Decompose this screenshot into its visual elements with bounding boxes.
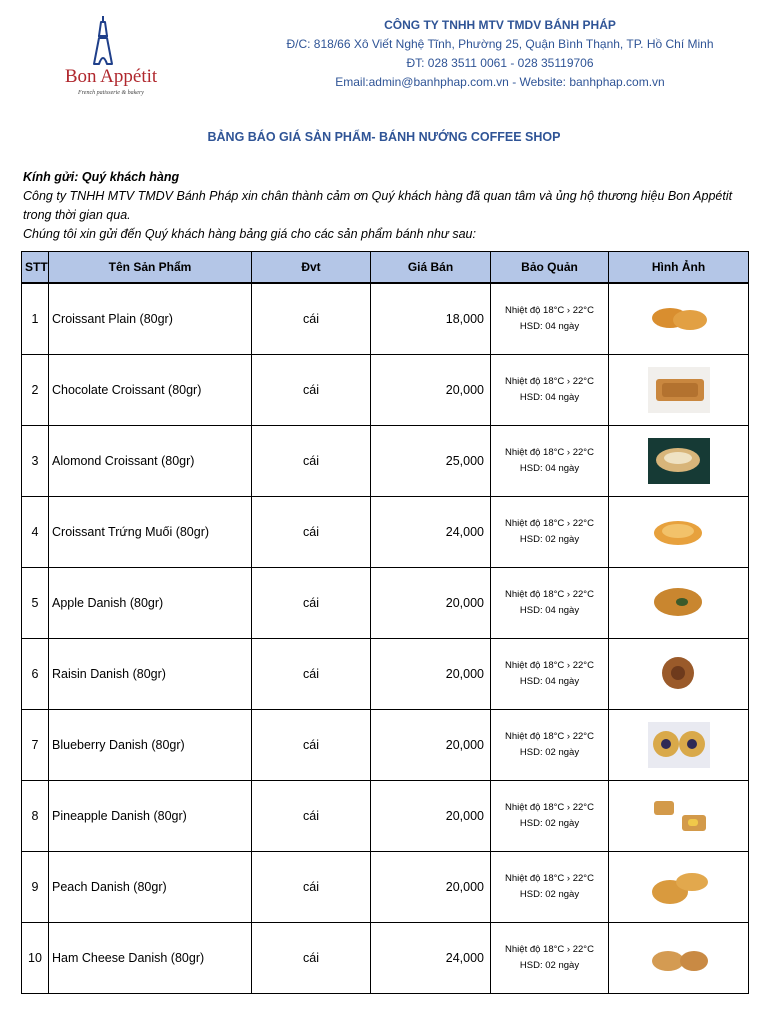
row-image-cell xyxy=(609,710,749,781)
croissant-plain-image xyxy=(648,296,710,342)
row-price: 24,000 xyxy=(371,923,491,994)
row-product-name: Croissant Plain (80gr) xyxy=(49,283,252,355)
table-row xyxy=(22,923,749,994)
row-storage xyxy=(491,639,609,710)
row-stt: 1 xyxy=(22,283,49,355)
row-price: 20,000 xyxy=(371,781,491,852)
intro-line-1: Công ty TNHH MTV TMDV Bánh Pháp xin chân thành cảm ơn Quý khách hàng đã quan tâm và ủng hộ thương hiệu Bon Appétit xyxy=(23,189,733,203)
row-unit: cái xyxy=(252,852,371,923)
row-product-name: Croissant Trứng Muối (80gr) xyxy=(49,497,252,568)
row-image-cell xyxy=(609,497,749,568)
almond-croissant-image xyxy=(648,438,710,484)
intro-text xyxy=(23,168,753,244)
header-storage: Bảo Quản xyxy=(491,252,609,284)
row-storage-temperature: Nhiệt độ 18°C › 22°C xyxy=(505,660,594,671)
company-logo xyxy=(48,14,168,104)
peach-danish-image xyxy=(648,864,710,910)
salted-egg-croissant-image xyxy=(648,509,710,555)
row-storage xyxy=(491,781,609,852)
row-stt: 8 xyxy=(22,781,49,852)
row-storage-shelf-life: HSD: 02 ngày xyxy=(519,534,580,545)
row-product-name: Raisin Danish (80gr) xyxy=(49,639,252,710)
row-storage xyxy=(491,710,609,781)
row-stt: 6 xyxy=(22,639,49,710)
greeting: Kính gửi: Quý khách hàng xyxy=(23,170,180,184)
header-stt: STT xyxy=(22,252,49,284)
row-unit: cái xyxy=(252,355,371,426)
row-image-cell xyxy=(609,639,749,710)
row-stt: 4 xyxy=(22,497,49,568)
ham-cheese-danish-image xyxy=(648,935,710,981)
row-unit: cái xyxy=(252,426,371,497)
row-storage xyxy=(491,497,609,568)
row-storage-shelf-life: HSD: 04 ngày xyxy=(519,392,580,403)
intro-line-3: Chúng tôi xin gửi đến Quý khách hàng bảng giá cho các sản phẩm bánh như sau: xyxy=(23,227,476,241)
table-row xyxy=(22,568,749,639)
row-price: 20,000 xyxy=(371,639,491,710)
apple-danish-image xyxy=(648,580,710,626)
row-product-name: Blueberry Danish (80gr) xyxy=(49,710,252,781)
table-row xyxy=(22,781,749,852)
row-unit: cái xyxy=(252,710,371,781)
row-price: 25,000 xyxy=(371,426,491,497)
row-price: 18,000 xyxy=(371,283,491,355)
table-header-row xyxy=(22,252,749,284)
table-row xyxy=(22,497,749,568)
row-unit: cái xyxy=(252,639,371,710)
eiffel-tower-icon xyxy=(88,14,118,68)
row-image-cell xyxy=(609,923,749,994)
row-storage-temperature: Nhiệt độ 18°C › 22°C xyxy=(505,873,594,884)
row-image-cell xyxy=(609,283,749,355)
row-product-name: Pineapple Danish (80gr) xyxy=(49,781,252,852)
row-storage xyxy=(491,923,609,994)
brand-tagline: French patisserie & bakery xyxy=(78,90,144,96)
row-storage xyxy=(491,852,609,923)
table-row xyxy=(22,426,749,497)
row-price: 20,000 xyxy=(371,568,491,639)
row-storage xyxy=(491,283,609,355)
row-storage-temperature: Nhiệt độ 18°C › 22°C xyxy=(505,589,594,600)
row-storage-temperature: Nhiệt độ 18°C › 22°C xyxy=(505,305,594,316)
row-storage-temperature: Nhiệt độ 18°C › 22°C xyxy=(505,447,594,458)
row-product-name: Peach Danish (80gr) xyxy=(49,852,252,923)
raisin-danish-image xyxy=(648,651,710,697)
row-price: 20,000 xyxy=(371,852,491,923)
row-unit: cái xyxy=(252,923,371,994)
row-storage-shelf-life: HSD: 04 ngày xyxy=(519,605,580,616)
row-image-cell xyxy=(609,781,749,852)
header-unit: Đvt xyxy=(252,252,371,284)
table-row xyxy=(22,639,749,710)
table-row xyxy=(22,710,749,781)
row-storage xyxy=(491,426,609,497)
row-storage-temperature: Nhiệt độ 18°C › 22°C xyxy=(505,944,594,955)
row-storage-shelf-life: HSD: 02 ngày xyxy=(519,747,580,758)
table-row xyxy=(22,852,749,923)
price-table xyxy=(21,251,749,994)
intro-line-2: trong thời gian qua. xyxy=(23,208,131,222)
row-storage xyxy=(491,355,609,426)
company-phone: ĐT: 028 3511 0061 - 028 35119706 xyxy=(406,56,594,70)
row-product-name: Alomond Croissant (80gr) xyxy=(49,426,252,497)
company-contact: Email:admin@banhphap.com.vn - Website: banhphap.com.vn xyxy=(335,75,665,89)
document-title: BẢNG BÁO GIÁ SẢN PHẨM- BÁNH NƯỚNG COFFEE SHOP xyxy=(207,130,561,144)
pineapple-danish-image xyxy=(648,793,710,839)
header-price: Giá Bán xyxy=(371,252,491,284)
header-product-name: Tên Sản Phẩm xyxy=(49,252,252,284)
row-storage-temperature: Nhiệt độ 18°C › 22°C xyxy=(505,802,594,813)
row-image-cell xyxy=(609,852,749,923)
header-image: Hình Ảnh xyxy=(609,252,749,284)
row-storage-temperature: Nhiệt độ 18°C › 22°C xyxy=(505,518,594,529)
row-storage-temperature: Nhiệt độ 18°C › 22°C xyxy=(505,731,594,742)
row-storage xyxy=(491,568,609,639)
row-image-cell xyxy=(609,426,749,497)
row-unit: cái xyxy=(252,781,371,852)
row-image-cell xyxy=(609,568,749,639)
row-storage-shelf-life: HSD: 02 ngày xyxy=(519,889,580,900)
row-storage-shelf-life: HSD: 04 ngày xyxy=(519,463,580,474)
row-product-name: Ham Cheese Danish (80gr) xyxy=(49,923,252,994)
row-stt: 2 xyxy=(22,355,49,426)
row-unit: cái xyxy=(252,283,371,355)
row-price: 20,000 xyxy=(371,710,491,781)
row-stt: 3 xyxy=(22,426,49,497)
row-price: 20,000 xyxy=(371,355,491,426)
row-stt: 7 xyxy=(22,710,49,781)
row-storage-temperature: Nhiệt độ 18°C › 22°C xyxy=(505,376,594,387)
row-storage-shelf-life: HSD: 04 ngày xyxy=(519,676,580,687)
table-row xyxy=(22,283,749,355)
row-product-name: Apple Danish (80gr) xyxy=(49,568,252,639)
row-storage-shelf-life: HSD: 04 ngày xyxy=(519,321,580,332)
row-unit: cái xyxy=(252,568,371,639)
company-info xyxy=(270,16,730,92)
row-stt: 5 xyxy=(22,568,49,639)
table-row xyxy=(22,355,749,426)
row-stt: 10 xyxy=(22,923,49,994)
row-storage-shelf-life: HSD: 02 ngày xyxy=(519,960,580,971)
company-name: CÔNG TY TNHH MTV TMDV BÁNH PHÁP xyxy=(384,18,616,32)
row-product-name: Chocolate Croissant (80gr) xyxy=(49,355,252,426)
chocolate-croissant-image xyxy=(648,367,710,413)
row-image-cell xyxy=(609,355,749,426)
row-storage-shelf-life: HSD: 02 ngày xyxy=(519,818,580,829)
row-unit: cái xyxy=(252,497,371,568)
brand-name: Bon Appétit xyxy=(64,66,158,87)
company-address: Đ/C: 818/66 Xô Viết Nghệ Tĩnh, Phường 25, Quận Bình Thạnh, TP. Hồ Chí Minh xyxy=(286,37,714,51)
blueberry-danish-image xyxy=(648,722,710,768)
row-stt: 9 xyxy=(22,852,49,923)
row-price: 24,000 xyxy=(371,497,491,568)
